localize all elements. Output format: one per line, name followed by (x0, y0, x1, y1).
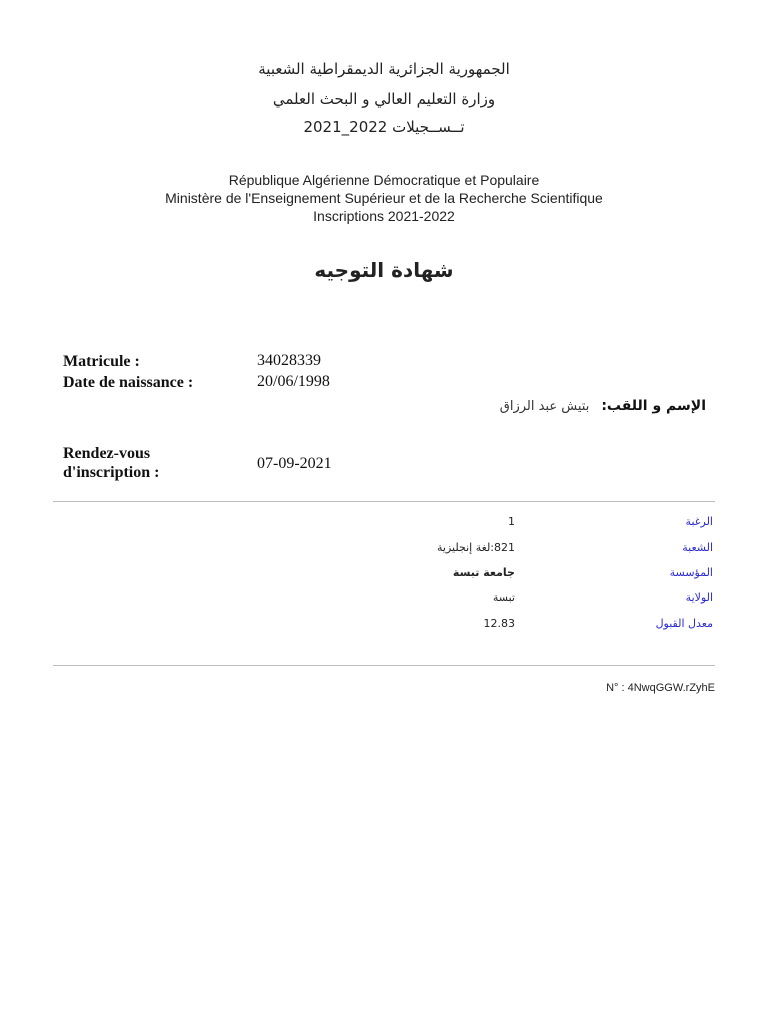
orientation-label: الرغبة (685, 515, 713, 528)
certificate-title: شهادة التوجيه (314, 258, 454, 282)
orientation-label: معدل القبول (655, 617, 713, 630)
full-name-row (500, 398, 706, 414)
rendezvous-value: 07-09-2021 (257, 455, 332, 472)
orientation-value: 1 (508, 515, 515, 528)
divider-top (53, 501, 715, 502)
serial-number: N° : 4NwqGGW.rZyhE (606, 682, 715, 694)
header-ar-ministry: وزارة التعليم العالي و البحث العلمي (272, 90, 496, 108)
orientation-value: 821:لغة إنجليزية (437, 541, 515, 554)
rendezvous-label (63, 444, 159, 482)
orientation-row-choice (53, 515, 715, 535)
header-fr-ministry: Ministère de l'Enseignement Supérieur et de la Recherche Scientifique (165, 190, 603, 206)
header-ar-inscriptions: تــســجيلات 2022_2021 (303, 118, 465, 136)
orientation-label: الشعبة (682, 541, 713, 554)
rendezvous-label-line1: Rendez-vous (63, 445, 151, 462)
orientation-row-admission-average (53, 617, 715, 637)
orientation-value: جامعة تبسة (452, 566, 515, 579)
header-ar-republic: الجمهورية الجزائرية الديمقراطية الشعبية (258, 60, 510, 78)
birth-date-label: Date de naissance : (63, 374, 194, 391)
full-name-label: الإسم و اللقب: (601, 398, 706, 414)
matricule-value: 34028339 (257, 352, 321, 369)
header-fr-republic: République Algérienne Démocratique et Populaire (228, 172, 540, 188)
header-fr-inscriptions: Inscriptions 2021-2022 (313, 208, 455, 224)
matricule-label: Matricule : (63, 353, 140, 370)
orientation-row-wilaya (53, 591, 715, 611)
divider-bottom (53, 665, 715, 666)
orientation-value: تبسة (492, 591, 515, 604)
orientation-row-branch (53, 541, 715, 561)
orientation-value: 12.83 (483, 617, 515, 630)
orientation-label: الولاية (685, 591, 713, 604)
full-name-value: بتيش عبد الرزاق (499, 399, 590, 414)
rendezvous-label-line2: d'inscription : (63, 464, 160, 481)
orientation-label: المؤسسة (669, 566, 713, 579)
birth-date-value: 20/06/1998 (257, 373, 330, 390)
orientation-row-institution (53, 566, 715, 586)
